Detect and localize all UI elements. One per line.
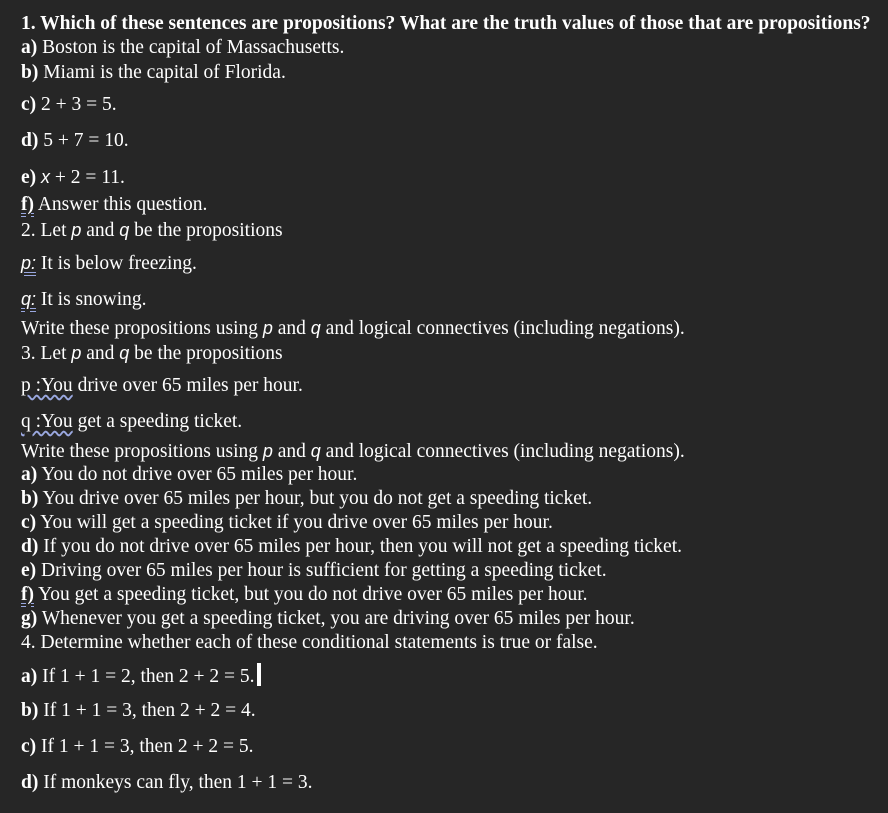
q3-item-b: b) You drive over 65 miles per hour, but you do not get a speeding ticket. [21, 488, 593, 509]
q1-item-e: e) x + 2 = 11. [21, 167, 125, 188]
q4-item-b: b) If 1 + 1 = 3, then 2 + 2 = 4. [21, 700, 256, 721]
q1-item-f: f) Answer this question. [21, 194, 208, 215]
q4-item-a: a) If 1 + 1 = 2, then 2 + 2 = 5. [21, 663, 261, 689]
q3-item-a: a) You do not drive over 65 miles per hour. [21, 464, 358, 485]
q1-item-c: c) 2 + 3 = 5. [21, 94, 117, 115]
q2-instructions: Write these propositions using p and q and logical connectives (including negations). [21, 318, 685, 339]
q3-item-g: g) Whenever you get a speeding ticket, you are driving over 65 miles per hour. [21, 608, 635, 629]
text-cursor [257, 663, 261, 686]
q3-item-c: c) You will get a speeding ticket if you drive over 65 miles per hour. [21, 512, 553, 533]
q2-title: 2. Let p and q be the propositions [21, 220, 283, 241]
q1-item-a: a) Boston is the capital of Massachusetts. [21, 37, 345, 58]
q4-item-d: d) If monkeys can fly, then 1 + 1 = 3. [21, 772, 313, 793]
q4-item-c: c) If 1 + 1 = 3, then 2 + 2 = 5. [21, 736, 254, 757]
q3-prop-q: q :You get a speeding ticket. [21, 411, 243, 432]
q3-item-f: f) You get a speeding ticket, but you do not drive over 65 miles per hour. [21, 584, 588, 605]
q4-title: 4. Determine whether each of these conditional statements is true or false. [21, 632, 598, 653]
q3-instructions: Write these propositions using p and q and logical connectives (including negations). [21, 441, 685, 462]
q3-prop-p: p :You drive over 65 miles per hour. [21, 375, 303, 396]
q1-title: 1. Which of these sentences are propositions? What are the truth values of those that are propositions? [21, 13, 871, 34]
q3-item-d: d) If you do not drive over 65 miles per hour, then you will not get a speeding ticket. [21, 536, 683, 557]
q1-item-b: b) Miami is the capital of Florida. [21, 62, 286, 83]
q1-item-d: d) 5 + 7 = 10. [21, 130, 129, 151]
q2-prop-p: p: It is below freezing. [21, 253, 197, 274]
q3-title: 3. Let p and q be the propositions [21, 343, 283, 364]
q3-item-e: e) Driving over 65 miles per hour is sufficient for getting a speeding ticket. [21, 560, 607, 581]
q2-prop-q: q: It is snowing. [21, 289, 147, 310]
